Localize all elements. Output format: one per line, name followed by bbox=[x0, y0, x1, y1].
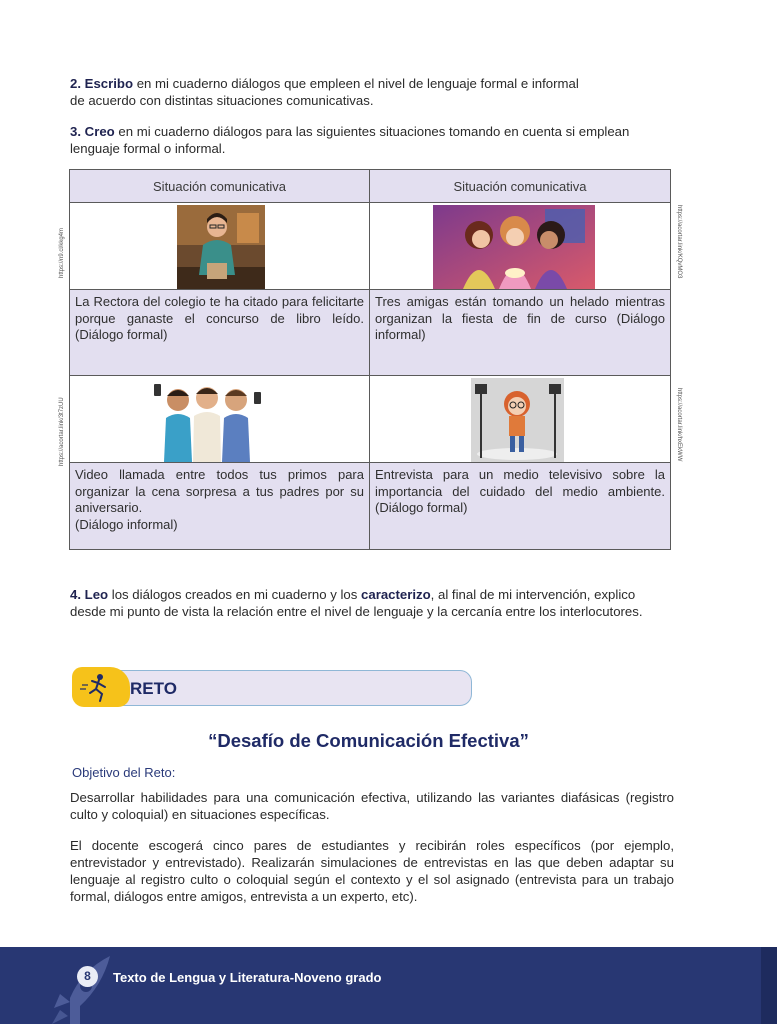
item-2-number: 2. bbox=[70, 76, 81, 91]
reto-objective-text: Desarrollar habilidades para una comunicación efectiva, utilizando las variantes diafásicas (registro culto y coloquial) en situaciones específicas. bbox=[70, 790, 674, 822]
item-3-number: 3. bbox=[70, 124, 81, 139]
situation-cousins-text: Video llamada entre todos tus primos para organizar la cena sorpresa a tus padres por su aniversario. bbox=[75, 467, 364, 515]
reto-label: RETO bbox=[130, 679, 177, 698]
table-image-row bbox=[70, 203, 670, 290]
situation-rector: La Rectora del colegio te ha citado para felicitarte porque ganaste el concurso de libro leído. (Diálogo formal) bbox=[70, 290, 370, 376]
image-source-url: https://acortar.link/KQvMO3 bbox=[676, 205, 682, 279]
item-4-text: los diálogos creados en mi cuaderno y los bbox=[108, 587, 362, 602]
interview-illustration bbox=[471, 378, 564, 462]
table-text-row bbox=[70, 463, 670, 549]
image-source-url: https://acortar.link/3t7zUU bbox=[59, 397, 65, 466]
running-figure-icon bbox=[72, 667, 130, 707]
situations-table bbox=[69, 169, 671, 550]
table-header-row bbox=[70, 170, 670, 203]
footer-edge bbox=[761, 947, 777, 1024]
item-2 bbox=[70, 75, 672, 109]
item-4-line2: desde mi punto de vista la relación entre el nivel de lenguaje y la cercanía entre los interlocutores. bbox=[70, 604, 643, 619]
item-3-verb: Creo bbox=[84, 124, 115, 139]
reto-instructions: El docente escogerá cinco pares de estudiantes y recibirán roles específicos (por ejemplo, entrevistador y entrevistado). Realizarán simulaciones de entrevistas en las que deben adaptar su lenguaje al registro culto o coloquial según el contexto y el sol asignado (entrevista para un trabajo formal, diálogos entre amigos, entrevista a un experto, etc). bbox=[70, 838, 674, 904]
rocket-icon bbox=[30, 950, 120, 1024]
cousins-selfie-illustration bbox=[132, 378, 282, 462]
item-4 bbox=[70, 586, 680, 620]
reto-title: “Desafío de Comunicación Efectiva” bbox=[208, 730, 529, 751]
item-4-text: , al final de mi intervención, explico bbox=[430, 587, 636, 602]
item-4-verb-leo: Leo bbox=[84, 587, 109, 602]
table-header-cell: Situación comunicativa bbox=[370, 170, 670, 203]
item-3-line2: lenguaje formal o informal. bbox=[70, 141, 226, 156]
reto-badge bbox=[72, 667, 130, 707]
image-source-url: https://acortar.link/hxEkWW bbox=[676, 388, 682, 462]
footer-title: Texto de Lengua y Literatura-Noveno grado bbox=[113, 970, 382, 985]
table-text-row bbox=[70, 290, 670, 376]
image-source-url: https://n9.cl/kkg4m bbox=[59, 227, 65, 278]
rector-illustration bbox=[177, 205, 265, 289]
situation-cousins bbox=[70, 463, 370, 549]
item-2-line2: de acuerdo con distintas situaciones comunicativas. bbox=[70, 93, 374, 108]
friends-illustration bbox=[433, 205, 595, 289]
situation-friends: Tres amigas están tomando un helado mientras organizan la fiesta de fin de curso (Diálogo informal) bbox=[370, 290, 670, 376]
item-3-line1: en mi cuaderno diálogos para las siguientes situaciones tomando en cuenta si emplean bbox=[114, 124, 630, 139]
item-4-verb-caracterizo: caracterizo bbox=[361, 587, 431, 602]
page-number: 8 bbox=[77, 966, 98, 987]
item-2-verb: Escribo bbox=[84, 76, 134, 91]
item-4-number: 4. bbox=[70, 587, 81, 602]
item-3 bbox=[70, 123, 672, 157]
table-image-row bbox=[70, 376, 670, 463]
situation-interview: Entrevista para un medio televisivo sobre la importancia del cuidado del medio ambiente. (Diálogo formal) bbox=[370, 463, 670, 549]
item-2-line1: en mi cuaderno diálogos que empleen el nivel de lenguaje formal e informal bbox=[133, 76, 579, 91]
table-header-cell: Situación comunicativa bbox=[70, 170, 370, 203]
situation-cousins-type: (Diálogo informal) bbox=[75, 516, 178, 532]
reto-objective-heading: Objetivo del Reto: bbox=[72, 765, 176, 780]
